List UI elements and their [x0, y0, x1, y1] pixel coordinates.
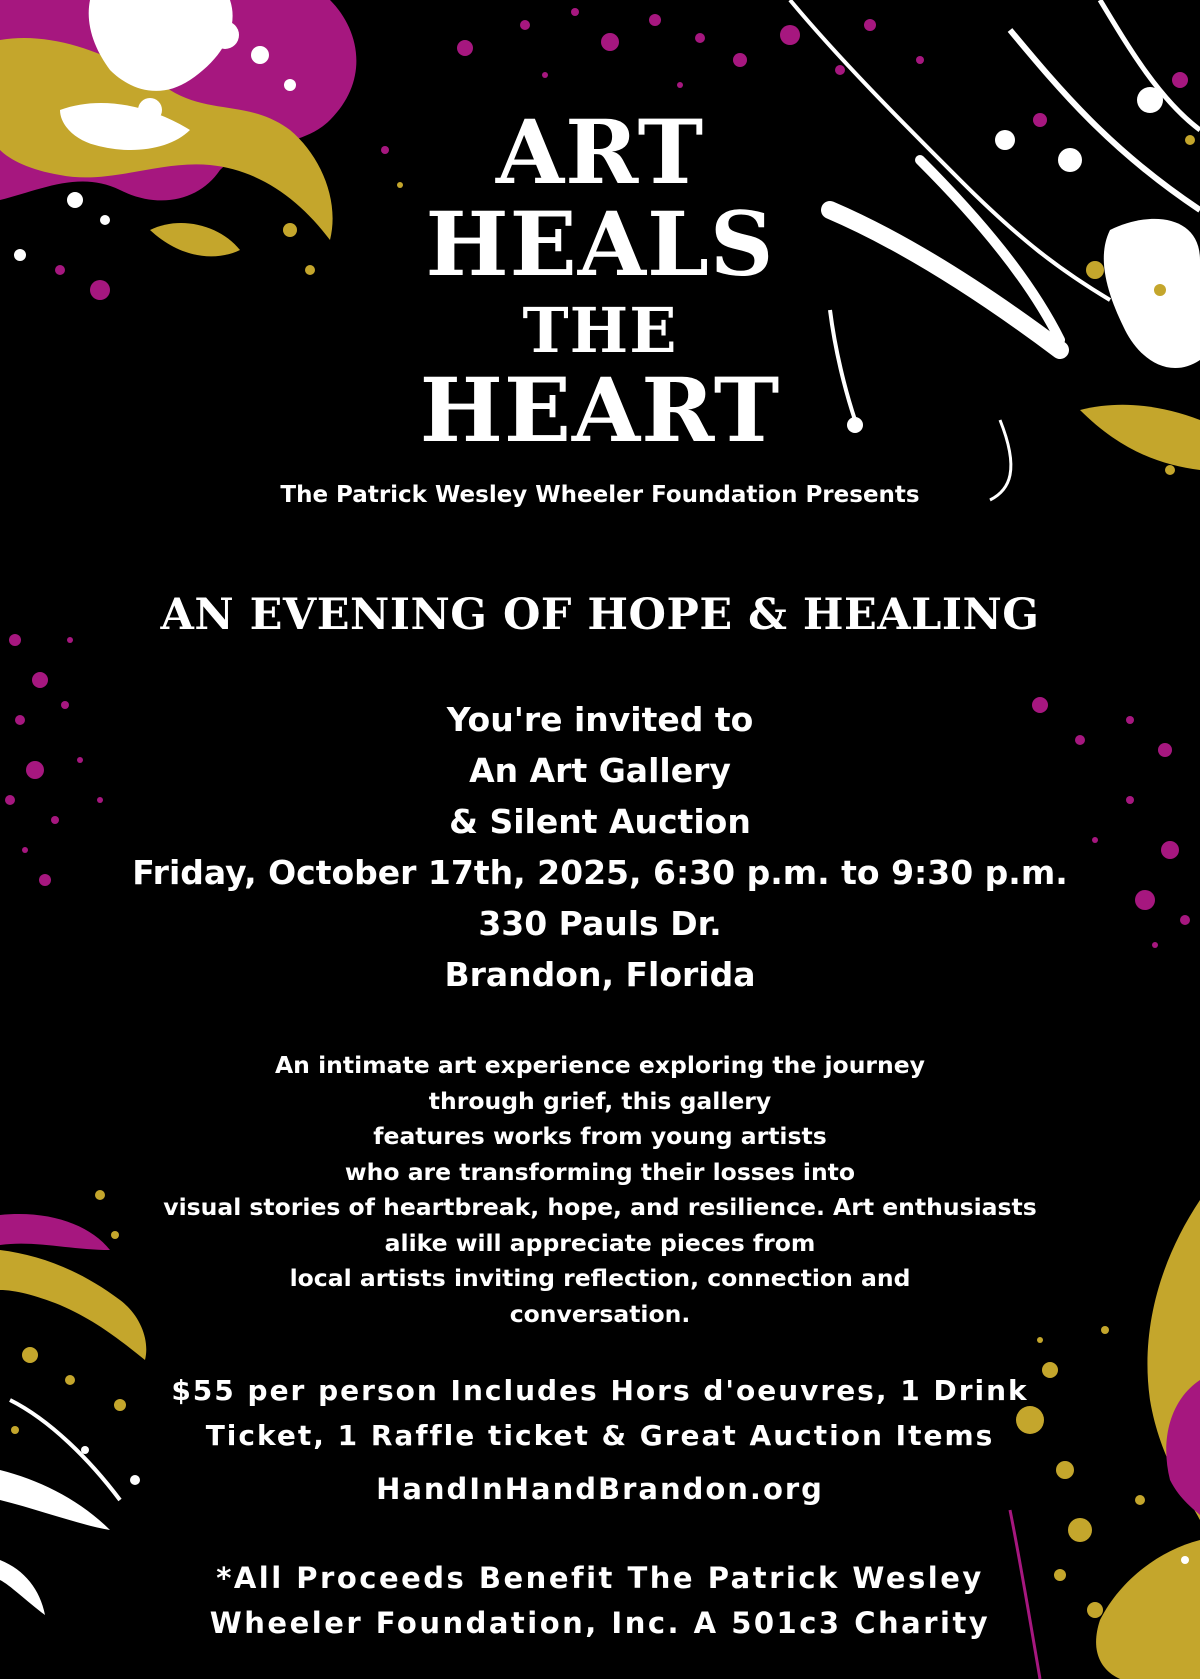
title-line-the: THE [522, 294, 678, 367]
description-line: visual stories of heartbreak, hope, and resilience. Art enthusiasts [163, 1193, 1037, 1221]
description-block [0, 1048, 1200, 1332]
price-line: Ticket, 1 Raffle ticket & Great Auction Items [205, 1419, 995, 1452]
description-line: features works from young artists [373, 1122, 827, 1150]
description-line: conversation. [509, 1299, 691, 1328]
description-line: local artists inviting reflection, connection and [289, 1264, 911, 1292]
price-line: $55 per person Includes Hors d'oeuvres, 1 Drink [171, 1374, 1029, 1407]
invite-line: You're invited to [446, 700, 754, 739]
event-address: 330 Pauls Dr. [478, 904, 722, 943]
presenter-line: The Patrick Wesley Wheeler Foundation Presents [280, 482, 920, 508]
price-block [0, 1368, 1200, 1458]
website-link[interactable]: HandInHandBrandon.org [376, 1472, 824, 1506]
title-line-art: ART [495, 100, 705, 204]
event-date-time: Friday, October 17th, 2025, 6:30 p.m. to 9:30 p.m. [132, 853, 1068, 892]
proceeds-line: *All Proceeds Benefit The Patrick Wesley [216, 1561, 984, 1595]
description-line: An intimate art experience exploring the journey [274, 1051, 926, 1079]
event-headline: AN EVENING OF HOPE & HEALING [160, 590, 1040, 640]
description-line: who are transforming their losses into [344, 1157, 856, 1186]
invite-line: An Art Gallery [469, 751, 731, 790]
description-line: alike will appreciate pieces from [384, 1228, 816, 1257]
proceeds-line: Wheeler Foundation, Inc. A 501c3 Charity [209, 1606, 991, 1640]
title-line-heals: HEALS [425, 192, 775, 296]
event-city: Brandon, Florida [444, 955, 756, 994]
invitation-block [0, 694, 1200, 1000]
invite-line: & Silent Auction [449, 802, 751, 841]
description-line: through grief, this gallery [428, 1086, 772, 1115]
title-line-heart: HEART [419, 358, 781, 462]
proceeds-block [0, 1556, 1200, 1646]
